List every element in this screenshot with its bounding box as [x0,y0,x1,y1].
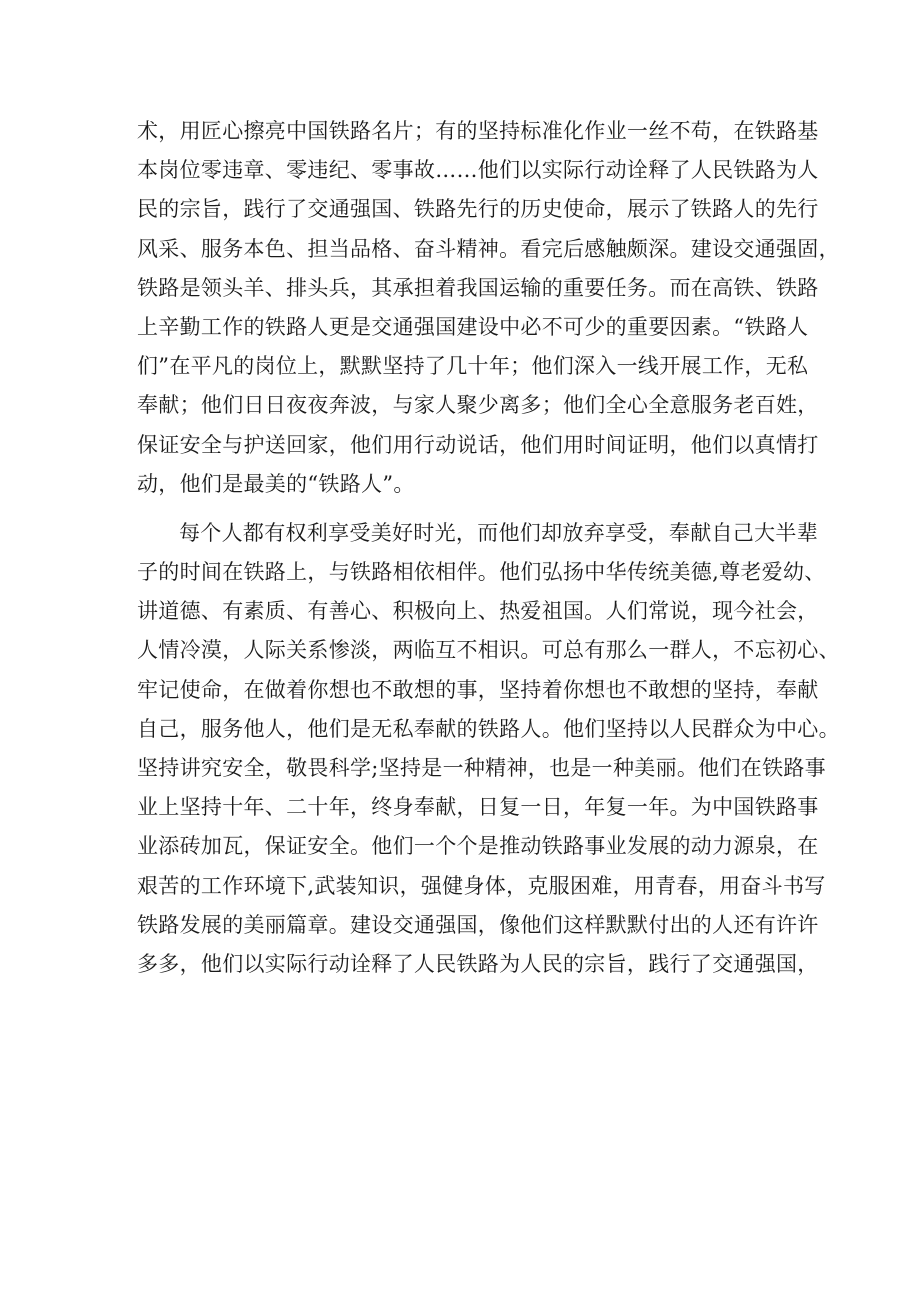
text-line: 保证安全与护送回家，他们用行动说话，他们用时间证明，他们以真情打 [137,432,819,457]
paragraph-1 [137,112,840,504]
paragraph-2 [137,514,840,984]
text-line: 术，用匠心擦亮中国铁路名片；有的坚持标准化作业一丝不苟，在铁路基 [137,119,819,143]
text-line: 牢记使命，在做着你想也不敢想的事，坚持着你想也不敢想的坚持，奉献 [137,677,819,702]
text-line: 艰苦的工作环境下,武装知识，强健身体，克服困难，用青春，用奋斗书写 [137,873,826,898]
text-line: 铁路发展的美丽篇章。建设交通强国，像他们这样默默付出的人还有许许 [137,912,819,937]
text-line: 每个人都有权利享受美好时光，而他们却放弃享受，奉献自己大半辈 [179,520,818,545]
text-line: 民的宗旨，践行了交通强国、铁路先行的历史使命，展示了铁路人的先行 [137,197,819,222]
text-line: 风采、服务本色、担当品格、奋斗精神。看完后感触颇深。建设交通强固， [137,236,840,261]
paragraph-spacer [137,504,803,514]
text-line: 业上坚持十年、二十年，终身奉献，日复一日，年复一年。为中国铁路事 [137,795,819,820]
text-line: 业添砖加瓦，保证安全。他们一个个是推动铁路事业发展的动力源泉，在 [137,834,819,859]
text-line: 奉献；他们日日夜夜奔波，与家人聚少离多；他们全心全意服务老百姓， [137,393,819,418]
text-line: 本岗位零违章、零违纪、零事故……他们以实际行动诠释了人民铁路为人 [137,158,819,183]
text-line: 上辛勤工作的铁路人更是交通强国建设中必不可少的重要因素。“铁路人 [137,314,809,339]
text-line: 们”在平凡的岗位上，默默坚持了几十年；他们深入一线开展工作，无私 [137,354,809,379]
text-line: 讲道德、有素质、有善心、积极向上、热爱祖国。人们常说，现今社会， [137,599,819,624]
body-text [137,112,840,984]
text-line: 自己，服务他人，他们是无私奉献的铁路人。他们坚持以人民群众为中心。 [137,716,840,741]
text-line: 人情冷漠，人际关系惨淡，两临互不相识。可总有那么一群人，不忘初心、 [137,638,840,663]
text-line: 铁路是领头羊、排头兵，其承担着我国运输的重要任务。而在高铁、铁路 [137,275,819,300]
text-line: 多多，他们以实际行动诠释了人民铁路为人民的宗旨，践行了交通强国， [137,951,819,976]
text-line: 子的时间在铁路上，与铁路相依相伴。他们弘扬中华传统美德,尊老爱幼、 [137,560,826,585]
text-line: 动，他们是最美的“铁路人”。 [137,471,415,496]
text-line: 坚持讲究安全，敬畏科学;坚持是一种精神，也是一种美丽。他们在铁路事 [137,756,826,780]
